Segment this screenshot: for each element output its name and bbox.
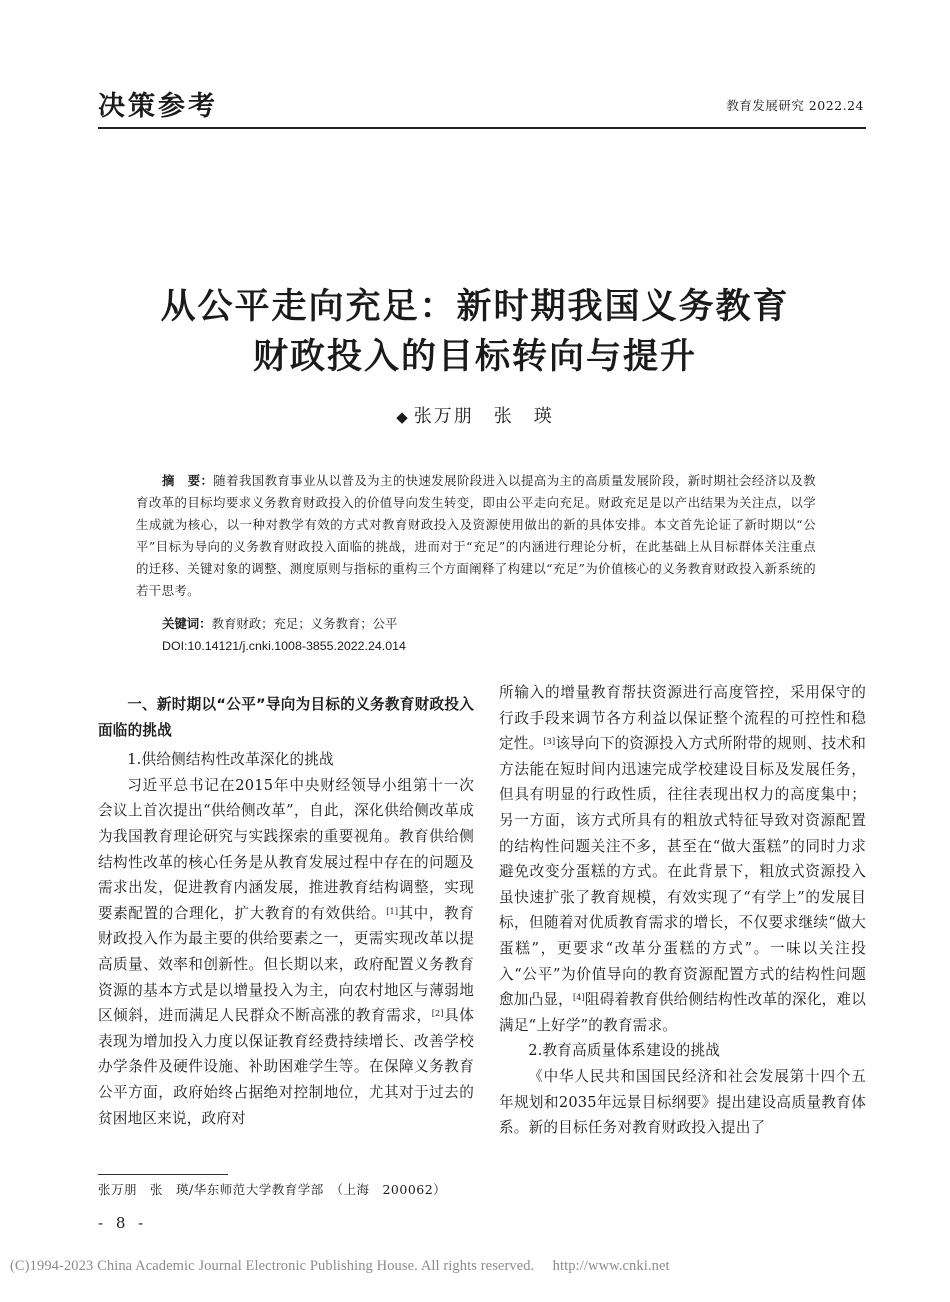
paragraph-1-text-b: 其中，教育财政投入作为最主要的供给要素之一，更需实现改革以提高质量、效率和创新性。但长期以来，政府配置义务教育资源的基本方式是以增量投入为主，向农村地区与薄弱地区倾斜，进而满足人民群众不断高涨的教育需求， (98, 904, 474, 1025)
page-number: - 8 - (98, 1214, 148, 1232)
citation-3: [3] (543, 737, 556, 747)
copyright-notice: (C)1994-2023 China Academic Journal Electronic Publishing House. All rights reserved. http://www.cnki.net (10, 1258, 670, 1274)
abstract (136, 470, 816, 602)
keywords-label: 关键词： (162, 616, 212, 631)
paragraph-1-text-a: 习近平总书记在2015年中央财经领导小组第十一次会议上首次提出“供给侧改革”，自此，深化供给侧改革成为我国教育理论研究与实践探索的重要视角。教育供给侧结构性改革的核心任务是从教育发展过程中存在的问题及需求出发，促进教育内涵发展，推进教育结构调整，实现要素配置的合理化，扩大教育的有效供给。 (98, 776, 474, 922)
authors (0, 402, 950, 428)
section-heading: 一、新时期以“公平”导向为目标的义务教育财政投入面临的挑战 (98, 696, 474, 739)
header-rule (98, 127, 866, 129)
keywords (162, 614, 397, 634)
paragraph-2-text-a: 所输入的增量教育帮扶资源进行高度管控，采用保守的行政手段来调节各方利益以保证整个流程的可控性和稳定性。 (499, 684, 866, 753)
article-title-line-1: 从公平走向充足：新时期我国义务教育 (160, 287, 790, 327)
author-affiliation: 张万朋 张 瑛/华东师范大学教育学部 （上海 200062） (98, 1182, 447, 1197)
author-names: 张万朋 张 瑛 (413, 406, 554, 427)
doi: DOI:10.14121/j.cnki.1008-3855.2022.24.014 (162, 639, 406, 653)
citation-1: [1] (386, 906, 399, 916)
paragraph-2-text-c: 阻碍着教育供给侧结构性改革的深化，难以满足“上好学”的教育需求。 (499, 991, 867, 1034)
paragraph-2 (499, 680, 866, 1038)
paragraph-3: 《中华人民共和国国民经济和社会发展第十四个五年规划和2035年远景目标纲要》提出建设高质量教育体系。新的目标任务对教育财政投入提出了 (499, 1067, 866, 1137)
citation-2: [2] (431, 1009, 444, 1019)
paragraph-2-text-b: 该导向下的资源投入方式所附带的规则、技术和方法能在短时间内迅速完成学校建设目标及发展任务，但具有明显的行政性质，往往表现出权力的高度集中；另一方面，该方式所具有的粗放式特征导致对资源配置的结构性问题关注不多，甚至在“做大蛋糕”的同时力求避免改变分蛋糕的方式。在此背景下，粗放式资源投入虽快速扩张了教育规模，有效实现了“有学上”的发展目标，但随着对优质教育需求的增长，不仅要求继续“做大蛋糕”，更要求“改革分蛋糕的方式”。一味以关注投入“公平”为价值导向的教育资源配置方式的结构性问题愈加凸显， (499, 735, 866, 1009)
article-title-line-2: 财政投入的目标转向与提升 (252, 337, 697, 377)
abstract-text: 随着我国教育事业从以普及为主的快速发展阶段进入以提高为主的高质量发展阶段，新时期社会经济以及教育改革的目标均要求义务教育财政投入的价值导向发生转变，即由公平走向充足。财政充足是以产出结果为关注点，以学生成就为核心，以一种对教学有效的方式对教育财政投入及资源使用做出的新的具体安排。本文首先论证了新时期以“公平”目标为导向的义务教育财政投入面临的挑战，进而对于“充足”的内涵进行理论分析，在此基础上从目标群体关注重点的迁移、关键对象的调整、测度原则与指标的重构三个方面阐释了构建以“充足”为价值核心的义务教育财政投入新系统的若干思考。 (136, 473, 816, 598)
abstract-label: 摘 要： (162, 473, 214, 488)
left-column (98, 692, 474, 1131)
right-column (499, 680, 866, 1141)
paragraph-1 (98, 773, 474, 1131)
keywords-text: 教育财政；充足；义务教育；公平 (211, 616, 398, 631)
citation-4: [4] (572, 993, 585, 1003)
journal-issue-info: 教育发展研究 2022.24 (726, 98, 864, 113)
author-marker-icon: ◆ (396, 408, 410, 426)
paragraph-1-text-c: 具体表现为增加投入力度以保证教育经费持续增长、改善学校办学条件及硬件设施、补助困难学生等。在保障义务教育公平方面，政府始终占据绝对控制地位，尤其对于过去的贫困地区来说，政府对 (98, 1007, 474, 1127)
subsection-heading-2: 2.教育高质量体系建设的挑战 (528, 1042, 721, 1060)
subsection-heading-1: 1.供给侧结构性改革深化的挑战 (127, 751, 334, 769)
section-name: 决策参考 (98, 91, 218, 122)
footnote-rule (98, 1174, 228, 1175)
